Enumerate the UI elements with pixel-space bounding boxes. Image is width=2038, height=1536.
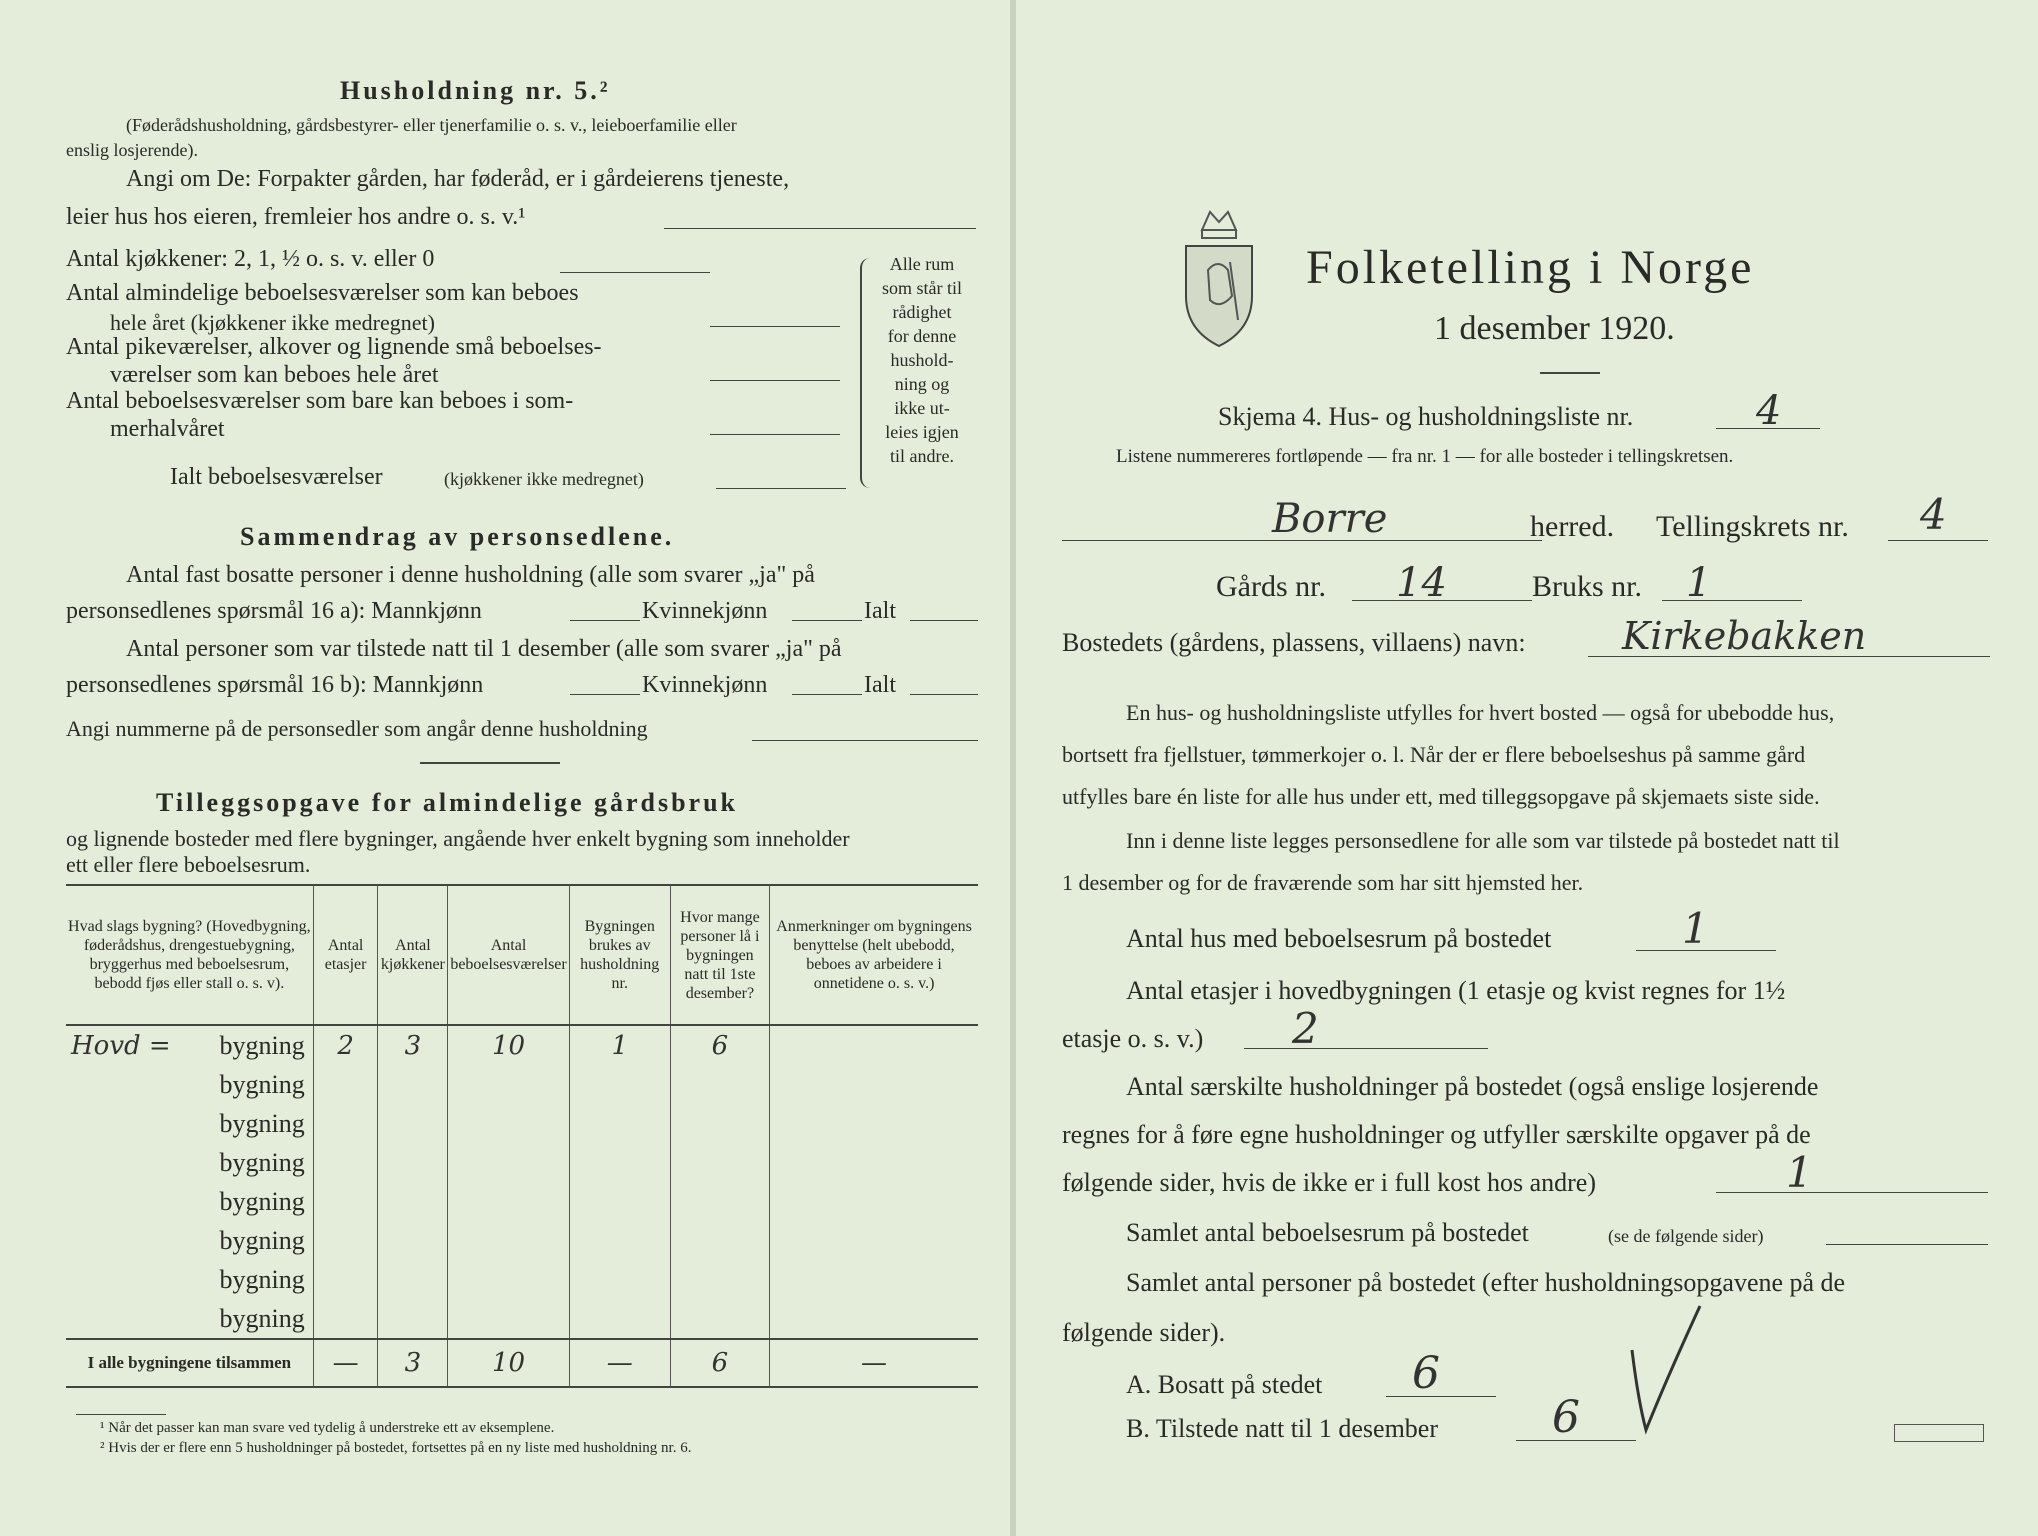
table-row [66, 1221, 978, 1260]
vaerelser-cell[interactable] [448, 1182, 569, 1221]
tellingskrets-label: Tellingskrets nr. [1656, 510, 1849, 543]
kjokkener-cell[interactable] [378, 1299, 448, 1339]
building-label: bygning [219, 1108, 305, 1138]
title-divider [1540, 372, 1600, 374]
listene-note: Listene nummereres fortløpende — fra nr. 1 — for alle bosteder i tellingskretsen. [1116, 446, 1734, 467]
husholdning-cell[interactable] [569, 1065, 670, 1104]
vaerelser-cell[interactable] [448, 1143, 569, 1182]
totals-row [66, 1339, 978, 1387]
skjema-nr-value[interactable]: 4 [1756, 388, 1782, 434]
total-kjokkener[interactable]: 3 [378, 1339, 448, 1387]
sommer-label-line1: Antal beboelsesværelser som bare kan beboes i som- [66, 388, 574, 414]
supplement-title: Tilleggsopgave for almindelige gårdsbruk [156, 788, 739, 817]
personer-cell[interactable] [670, 1221, 769, 1260]
bruks-line[interactable] [1662, 600, 1802, 601]
vaerelser-cell[interactable] [448, 1260, 569, 1299]
pike-answer-line[interactable] [710, 380, 840, 381]
section-divider [420, 762, 560, 764]
building-type-cell[interactable] [66, 1104, 313, 1143]
husholdning-cell[interactable] [569, 1299, 670, 1339]
skjema-label: Skjema 4. Hus- og husholdningsliste nr. [1218, 402, 1634, 431]
saer-line3: følgende sider, hvis de ikke er i full kost hos andre) [1062, 1168, 1596, 1197]
fast-kvinne-label: Kvinnekjønn [642, 598, 768, 624]
nummerne-answer[interactable] [752, 740, 978, 741]
building-type-cell[interactable] [66, 1221, 313, 1260]
tilstede-line1: Antal personer som var tilstede natt til 1 desember (alle som svarer „ja" på [126, 636, 842, 662]
col-header-personer: Hvor mange personer lå i bygningen natt til 1ste desember? [670, 885, 769, 1025]
total-husholdning[interactable]: — [569, 1339, 670, 1387]
husholdning-cell[interactable] [569, 1143, 670, 1182]
kjokkener-cell[interactable] [378, 1182, 448, 1221]
anmerkninger-cell[interactable] [770, 1104, 978, 1143]
husholdning-cell[interactable] [569, 1182, 670, 1221]
etasjer-cell[interactable] [313, 1221, 378, 1260]
fast-ialt-answer[interactable] [910, 620, 978, 621]
saer-line2: regnes for å føre egne husholdninger og utfyller særskilte opgaver på de [1062, 1120, 1811, 1149]
col-header-anmerkninger: Anmerkninger om bygningens benyttelse (helt ubebodd, beboes av arbeidere i onnetidene o. s. v.) [770, 885, 978, 1025]
info-line2: bortsett fra fjellstuer, tømmerkojer o. l. Når der er flere beboelseshus på samme gård [1062, 742, 1806, 767]
building-label: bygning [219, 1069, 305, 1099]
building-label: bygning [219, 1225, 305, 1255]
kjokkener-answer-line[interactable] [560, 272, 710, 273]
tellingskrets-value[interactable]: 4 [1920, 490, 1947, 539]
side-note-line: leies igjen [885, 422, 959, 442]
tilstede-kvinne-answer[interactable] [792, 694, 862, 695]
personer-cell[interactable] [670, 1182, 769, 1221]
kjokkener-cell[interactable]: 3 [378, 1025, 448, 1065]
etasjer-line[interactable] [1244, 1048, 1488, 1049]
samlet-rum-note: (se de følgende sider) [1608, 1226, 1764, 1246]
household-note-line2: enslig losjerende). [66, 140, 198, 160]
fast-ialt-label: Ialt [864, 598, 896, 624]
col-header-etasjer: Antal etasjer [313, 885, 378, 1025]
herred-label: herred. [1530, 510, 1615, 543]
anmerkninger-cell[interactable] [770, 1065, 978, 1104]
footnote-1: ¹ Når det passer kan man svare ved tydelig å understreke ett av eksemplene. [100, 1420, 555, 1436]
almindelige-label-line2: hele året (kjøkkener ikke medregnet) [110, 310, 435, 335]
tilstede-label: B. Tilstede natt til 1 desember [1126, 1414, 1438, 1443]
tellingskrets-line[interactable] [1888, 540, 1988, 541]
left-page [0, 0, 1012, 1536]
saer-line[interactable] [1716, 1192, 1988, 1193]
pike-label-line2: værelser som kan beboes hele året [110, 362, 439, 388]
total-etasjer[interactable]: — [313, 1339, 378, 1387]
angi-line2: leier hus hos eieren, fremleier hos andre o. s. v.¹ [66, 204, 526, 230]
building-label: bygning [219, 1264, 305, 1294]
kjokkener-cell[interactable] [378, 1221, 448, 1260]
supplement-line2: ett eller flere beboelsesrum. [66, 852, 311, 877]
fast-line2: personsedlenes spørsmål 16 a): Mannkjønn [66, 598, 482, 624]
samlet-rum-label: Samlet antal beboelsesrum på bostedet [1126, 1218, 1529, 1247]
etasjer-cell[interactable] [313, 1182, 378, 1221]
building-type-cell[interactable] [66, 1143, 313, 1182]
building-label: bygning [219, 1030, 305, 1060]
total-vaerelser[interactable]: 10 [448, 1339, 569, 1387]
almindelige-answer-line[interactable] [710, 326, 840, 327]
personer-cell[interactable]: 6 [670, 1025, 769, 1065]
bosatt-label: A. Bosatt på stedet [1126, 1370, 1323, 1399]
fast-kvinne-answer[interactable] [792, 620, 862, 621]
building-type-cell[interactable] [66, 1299, 313, 1339]
etasjer-cell[interactable] [313, 1299, 378, 1339]
saer-value[interactable]: 1 [1786, 1148, 1813, 1197]
etasjer-cell[interactable] [313, 1260, 378, 1299]
ialt-label: Ialt beboelsesværelser [170, 464, 383, 490]
vaerelser-cell[interactable] [448, 1104, 569, 1143]
ialt-answer-line[interactable] [716, 488, 846, 489]
vaerelser-cell[interactable] [448, 1221, 569, 1260]
building-label: bygning [219, 1147, 305, 1177]
side-note-line: ning og [894, 374, 950, 394]
tilstede-line2: personsedlenes spørsmål 16 b): Mannkjønn [66, 672, 484, 698]
personer-cell[interactable] [670, 1299, 769, 1339]
building-label: bygning [219, 1186, 305, 1216]
fast-line1: Antal fast bosatte personer i denne husholdning (alle som svarer „ja" på [126, 562, 815, 588]
side-note-line: for denne [887, 326, 957, 346]
kjokkener-label: Antal kjøkkener: 2, 1, ½ o. s. v. eller 0 [66, 246, 435, 272]
personer-cell[interactable] [670, 1260, 769, 1299]
anmerkninger-cell[interactable] [770, 1260, 978, 1299]
side-note-line: som står til [882, 278, 962, 298]
bosatt-value[interactable]: 6 [1412, 1348, 1440, 1399]
anmerkninger-cell[interactable] [770, 1299, 978, 1339]
vaerelser-cell[interactable] [448, 1299, 569, 1339]
bruks-label: Bruks nr. [1532, 570, 1643, 603]
side-note-line: rådighet [892, 302, 952, 322]
right-page [1016, 0, 2038, 1536]
vaerelser-cell[interactable] [448, 1065, 569, 1104]
samlet-rum-line[interactable] [1826, 1244, 1988, 1245]
table-row [66, 1182, 978, 1221]
gards-value[interactable]: 14 [1396, 560, 1447, 606]
tilstede-value[interactable]: 6 [1552, 1392, 1580, 1443]
ialt-note: (kjøkkener ikke medregnet) [444, 469, 644, 489]
footnote-2: ² Hvis der er flere enn 5 husholdninger på bostedet, fortsettes på en ny liste med husholdning nr. 6. [100, 1440, 692, 1456]
building-type-cell[interactable] [66, 1182, 313, 1221]
kjokkener-cell[interactable] [378, 1143, 448, 1182]
household-title: Husholdning nr. 5.² [340, 76, 611, 105]
etasjer-cell[interactable]: 2 [313, 1025, 378, 1065]
total-anmerkninger[interactable]: — [770, 1339, 978, 1387]
side-note-line: til andre. [890, 446, 954, 466]
table-row [66, 1025, 978, 1065]
etasjer-line1: Antal etasjer i hovedbygningen (1 etasje og kvist regnes for 1½ [1126, 976, 1786, 1005]
building-handwritten: Hovd = [71, 1030, 171, 1061]
supplement-line1: og lignende bosteder med flere bygninger, angående hver enkelt bygning som inneholder [66, 826, 850, 851]
info-line4: Inn i denne liste legges personsedlene for alle som var tilstede på bostedet natt til [1126, 828, 1840, 853]
hus-label: Antal hus med beboelsesrum på bostedet [1126, 924, 1552, 953]
fast-mann-answer[interactable] [570, 620, 640, 621]
col-header-vaerelser: Antal beboelsesværelser [448, 885, 569, 1025]
kjokkener-cell[interactable] [378, 1104, 448, 1143]
table-row [66, 1065, 978, 1104]
etasjer-line2: etasje o. s. v.) [1062, 1024, 1204, 1053]
info-line3: utfylles bare én liste for alle hus under ett, med tilleggsopgave på skjemaets siste side. [1062, 784, 1820, 809]
building-label: bygning [219, 1303, 305, 1333]
bosatt-line[interactable] [1386, 1396, 1496, 1397]
bruks-value[interactable]: 1 [1686, 560, 1712, 606]
saer-line1: Antal særskilte husholdninger på bostedet (også enslige losjerende [1126, 1072, 1819, 1101]
pike-label-line1: Antal pikeværelser, alkover og lignende små beboelses- [66, 334, 602, 360]
kjokkener-cell[interactable] [378, 1260, 448, 1299]
side-note-line: hushold- [890, 350, 954, 370]
gards-label: Gårds nr. [1216, 570, 1326, 603]
anmerkninger-cell[interactable] [770, 1143, 978, 1182]
household-note-line1: (Føderådshusholdning, gårdsbestyrer- eller tjenerfamilie o. s. v., leieboerfamilie eller [126, 115, 737, 135]
building-table-header [66, 885, 978, 1025]
vaerelser-cell[interactable]: 10 [448, 1025, 569, 1065]
footnote-divider [76, 1414, 166, 1415]
husholdning-cell[interactable] [569, 1260, 670, 1299]
side-note-line: Alle rum [889, 254, 955, 274]
building-type-cell[interactable] [66, 1260, 313, 1299]
col-header-type: Hvad slags bygning? (Hovedbygning, føderådshus, drengestuebygning, bryggerhus med beboelsesrum, bebodd fjøs eller stall o. s. v). [66, 885, 313, 1025]
etasjer-cell[interactable] [313, 1065, 378, 1104]
side-note-line: ikke ut- [894, 398, 950, 418]
sommer-answer-line[interactable] [710, 434, 840, 435]
bosted-value[interactable]: Kirkebakken [1622, 614, 1867, 658]
kjokkener-cell[interactable] [378, 1065, 448, 1104]
tilstede-kvinne-label: Kvinnekjønn [642, 672, 768, 698]
nummerne-label: Angi nummerne på de personsedler som angår denne husholdning [66, 716, 648, 741]
check-mark-icon [1626, 1300, 1706, 1440]
total-personer[interactable]: 6 [670, 1339, 769, 1387]
husholdning-cell[interactable] [569, 1221, 670, 1260]
building-type-cell[interactable] [66, 1065, 313, 1104]
census-title: Folketelling i Norge [1306, 241, 1755, 294]
col-header-kjokkener: Antal kjøkkener [378, 885, 448, 1025]
table-row [66, 1104, 978, 1143]
table-row [66, 1299, 978, 1339]
etasjer-cell[interactable] [313, 1104, 378, 1143]
bosted-label: Bostedets (gårdens, plassens, villaens) navn: [1062, 628, 1526, 657]
samlet-pers-line1: Samlet antal personer på bostedet (efter husholdningsopgavene på de [1126, 1268, 1846, 1297]
etasjer-value[interactable]: 2 [1292, 1004, 1319, 1053]
tilstede-mann-answer[interactable] [570, 694, 640, 695]
anmerkninger-cell[interactable] [770, 1221, 978, 1260]
tilstede-ialt-answer[interactable] [910, 694, 978, 695]
sommer-label-line2: merhalvåret [110, 416, 225, 442]
herred-value[interactable]: Borre [1272, 496, 1388, 542]
printer-stamp-icon [1894, 1424, 1984, 1442]
personer-cell[interactable] [670, 1065, 769, 1104]
building-type-cell[interactable] [66, 1025, 313, 1065]
side-note [872, 252, 972, 468]
summary-title: Sammendrag av personsedlene. [240, 522, 675, 551]
almindelige-label-line1: Antal almindelige beboelsesværelser som kan beboes [66, 280, 579, 306]
angi-line1: Angi om De: Forpakter gården, har føderåd, er i gårdeierens tjeneste, [126, 166, 790, 192]
husholdning-cell[interactable] [569, 1104, 670, 1143]
personer-cell[interactable] [670, 1104, 769, 1143]
table-row [66, 1143, 978, 1182]
census-date: 1 desember 1920. [1434, 310, 1675, 347]
angi-answer-line[interactable] [664, 228, 976, 229]
anmerkninger-cell[interactable] [770, 1182, 978, 1221]
anmerkninger-cell[interactable] [770, 1025, 978, 1065]
husholdning-cell[interactable]: 1 [569, 1025, 670, 1065]
totals-label: I alle bygningene tilsammen [66, 1339, 313, 1387]
personer-cell[interactable] [670, 1143, 769, 1182]
coat-of-arms-icon [1180, 200, 1258, 350]
etasjer-cell[interactable] [313, 1143, 378, 1182]
samlet-pers-line2: følgende sider). [1062, 1318, 1226, 1347]
tilstede-ialt-label: Ialt [864, 672, 896, 698]
building-table [66, 884, 978, 1388]
info-line1: En hus- og husholdningsliste utfylles for hvert bosted — også for ubebodde hus, [1126, 700, 1835, 725]
hus-value[interactable]: 1 [1682, 904, 1709, 953]
col-header-husholdning: Bygningen brukes av husholdning nr. [569, 885, 670, 1025]
info-line5: 1 desember og for de fraværende som har sitt hjemsted her. [1062, 870, 1584, 895]
table-row [66, 1260, 978, 1299]
